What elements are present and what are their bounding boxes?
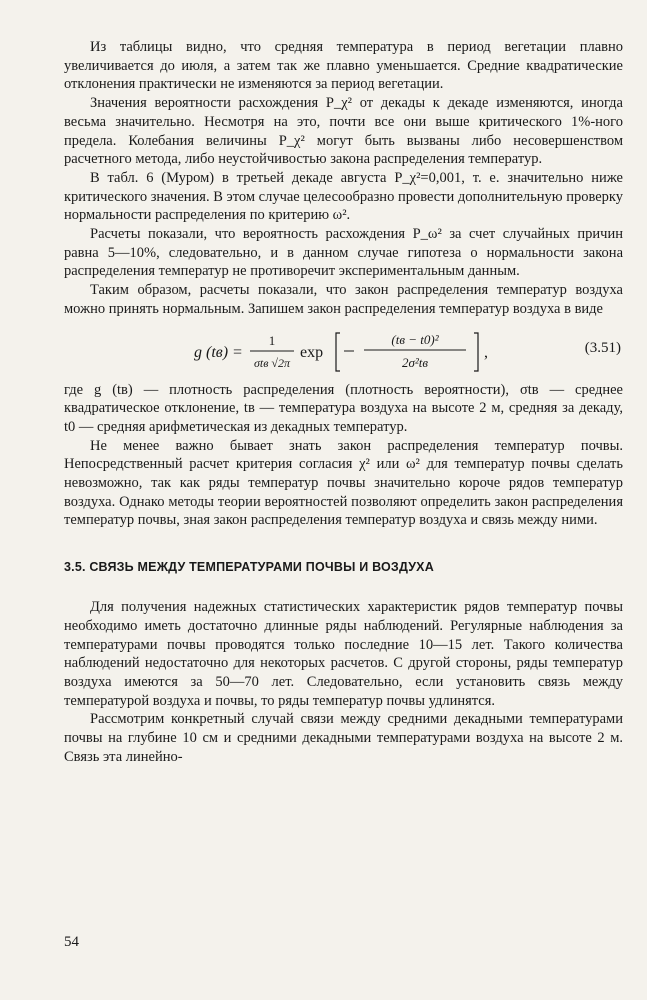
- formula-left-bracket: [336, 333, 340, 371]
- formula-3-51: [64, 325, 623, 377]
- paragraph-murom: В табл. 6 (Муром) в третьей декаде августа P_χ²=0,001, т. е. значительно ниже критического значения. В этом случае целесообразно провести дополнительную проверку нормальности распределения по критерию ω².: [64, 169, 624, 224]
- paragraph-conclusion: Таким образом, расчеты показали, что закон распределения температур воздуха можно принять нормальным. Запишем закон распределения температур воздуха в виде: [64, 282, 623, 317]
- formula-right-bracket: [474, 333, 478, 371]
- formula-coef-numerator: 1: [268, 332, 276, 348]
- paragraph-observations: Для получения надежных статистических характеристик рядов температур почвы необходимо иметь достаточно длинные ряды наблюдений. Регулярные наблюдения за температурами почвы проводятся только последние 10—15 лет. Такого количества наблюдений недостаточно для некоторых расчетов. С другой стороны, ряды температур воздуха имеются за 50—70 лет. Следовательно, если установить связь между температурой воздуха и почвы, то ряды температур почвы удлинятся.: [64, 599, 623, 709]
- equation-number: (3.51): [584, 339, 621, 356]
- page-number: 54: [64, 934, 79, 950]
- formula-coef-denominator: σtв √2π: [253, 355, 291, 370]
- paragraph-probability: Значения вероятности расхождения P_χ² от декады к декаде изменяются, иногда весьма значительно. Несмотря на это, почти все они выше критического 1%-ного предела. Колебания величины P_χ² могут быть вызваны либо несовершенством расчетного метода, либо неустойчивостью закона распределения температур.: [64, 95, 623, 168]
- formula-graphic: [64, 325, 624, 377]
- paragraph-where: где g (tв) — плотность распределения (плотность вероятности), σtв — среднее квадратическое отклонение, tв — температура воздуха на высоте 2 м, средняя за декаду, t0 — средняя арифметическая из декадных температур.: [64, 381, 623, 435]
- formula-exp-denominator: 2σ²tв: [401, 354, 429, 370]
- formula-exp-numerator: (tв − t0)²: [391, 331, 439, 347]
- formula-comma: ,: [484, 343, 488, 361]
- section-heading: 3.5. СВЯЗЬ МЕЖДУ ТЕМПЕРАТУРАМИ ПОЧВЫ И ВОЗДУХА: [64, 560, 434, 575]
- paragraph-soil: Не менее важно бывает знать закон распределения температур почвы. Непосредственный расчет критерия согласия χ² или ω² для температур почвы сделать невозможно, так как ряды температур почвы значительно короче рядов температур воздуха. Однако методы теории вероятностей позволяют определить закон распределения температур почвы, зная закон распределения температур воздуха и связь между ними.: [64, 437, 623, 529]
- formula-lhs: g (tв) =: [194, 343, 243, 361]
- paragraph-decade-link: Рассмотрим конкретный случай связи между средними декадными температурами почвы на глубине 10 см и средними декадными температурами воздуха на высоте 2 м. Связь эта линейно-: [64, 711, 623, 765]
- formula-exp: exp: [300, 343, 324, 361]
- paragraph-calculations: Расчеты показали, что вероятность расхождения P_ω² за счет случайных причин равна 5—10%, следовательно, и в данном случае гипотеза о нормальности закона распределения температур не противоречит экспериментальным данным.: [64, 226, 623, 280]
- paragraph-vegetation: Из таблицы видно, что средняя температура в период вегетации плавно увеличивается до июля, а затем так же плавно уменьшается. Средние квадратические отклонения практически не изменяются за период вегетации.: [64, 39, 623, 93]
